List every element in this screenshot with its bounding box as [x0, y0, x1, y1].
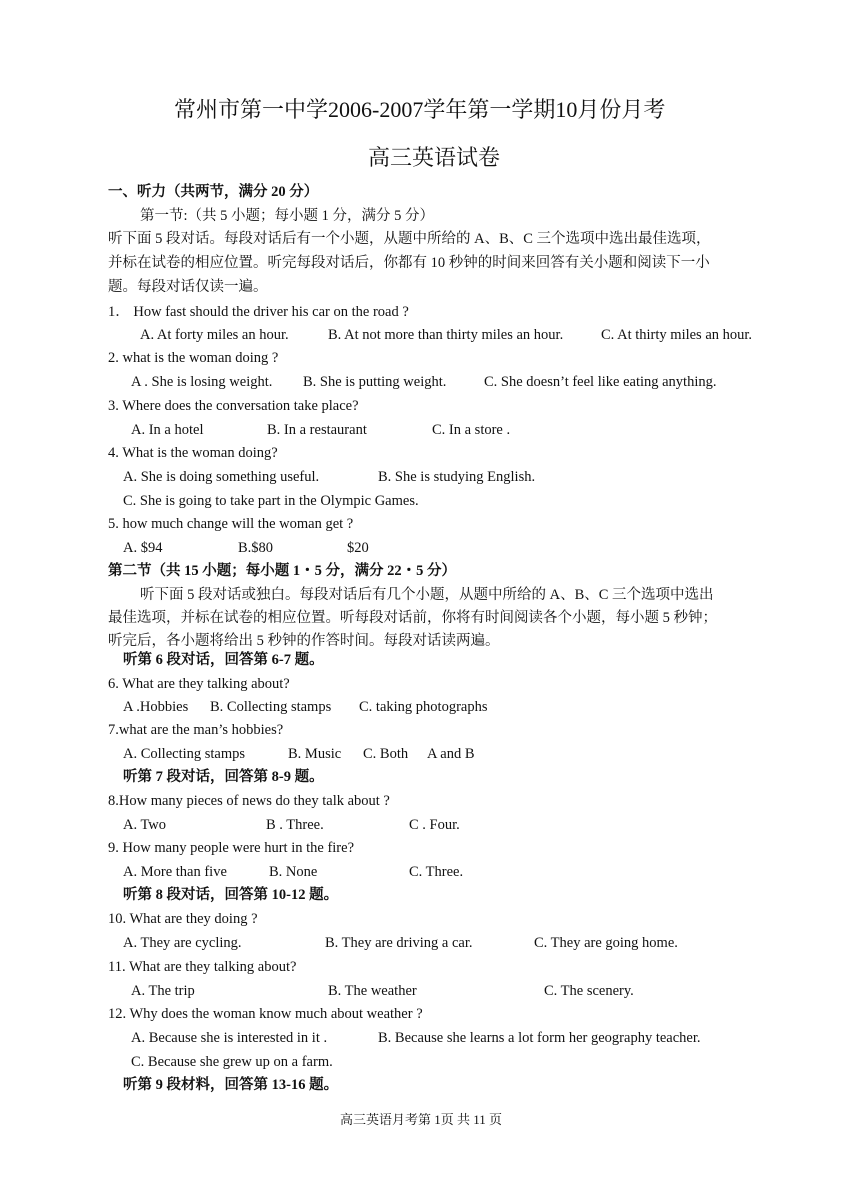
q1-option-c: C. At thirty miles an hour.: [601, 327, 753, 343]
question-3: 3. Where does the conversation take place?: [108, 398, 359, 414]
q9-option-a: A. More than five: [123, 864, 227, 880]
q11-option-b: B. The weather: [328, 983, 417, 999]
text-7-heading: 听第 7 段对话，回答第 8-9 题。: [123, 769, 324, 785]
q5-option-a: A. $94: [123, 540, 163, 556]
q4-option-b: B. She is studying English.: [378, 469, 536, 485]
q10-option-b: B. They are driving a car.: [325, 935, 473, 951]
q9-option-b: B. None: [269, 864, 318, 880]
question-9: 9. How many people were hurt in the fire?: [108, 840, 355, 856]
text-8-heading: 听第 8 段对话，回答第 10-12 题。: [123, 887, 339, 903]
q6-option-c: C. taking photographs: [359, 699, 488, 715]
part2-instructions-line2: 最佳选项，并标在试卷的相应位置。听每段对话前，你将有时间阅读各个小题，每小题 5 秒钟；: [108, 610, 717, 626]
part1-instructions-line1: 听下面 5 段对话。每段对话后有一个小题，从题中所给的 A、B、C 三个选项中选出最佳选项，: [108, 231, 711, 247]
q5-option-c: $20: [347, 540, 369, 556]
q7-option-c-cont: A and B: [427, 746, 475, 762]
q3-option-c: C. In a store .: [432, 422, 511, 438]
q7-option-a: A. Collecting stamps: [123, 746, 246, 762]
question-6: 6. What are they talking about?: [108, 676, 290, 692]
q12-option-b: B. Because she learns a lot form her geography teacher.: [378, 1030, 701, 1046]
question-7: 7.what are the man’s hobbies?: [108, 722, 284, 738]
q2-option-a: A . She is losing weight.: [131, 374, 273, 390]
q1-option-a: A. At forty miles an hour.: [140, 327, 289, 343]
question-8: 8.How many pieces of news do they talk about ?: [108, 793, 390, 809]
question-1: 1． How fast should the driver his car on the road ?: [108, 304, 409, 320]
q3-option-b: B. In a restaurant: [267, 422, 367, 438]
question-11: 11. What are they talking about?: [108, 959, 297, 975]
q6-option-b: B. Collecting stamps: [210, 699, 332, 715]
page-subtitle: 高三英语试卷: [368, 145, 501, 170]
q6-option-a: A .Hobbies: [123, 699, 189, 715]
q4-option-c: C. She is going to take part in the Olympic Games.: [123, 493, 419, 509]
q8-option-c: C . Four.: [409, 817, 460, 833]
q7-option-c: C. Both: [363, 746, 409, 762]
q10-option-a: A. They are cycling.: [123, 935, 242, 951]
q8-option-b: B . Three.: [266, 817, 324, 833]
q4-option-a: A. She is doing something useful.: [123, 469, 320, 485]
page-title: 常州市第一中学2006-2007学年第一学期10月份月考: [174, 97, 666, 122]
q12-option-a: A. Because she is interested in it .: [131, 1030, 328, 1046]
q12-option-c: C. Because she grew up on a farm.: [131, 1054, 333, 1070]
q2-option-b: B. She is putting weight.: [303, 374, 447, 390]
section1-heading: 一、听力（共两节，满分 20 分）: [108, 184, 319, 200]
q5-option-b: B.$80: [238, 540, 274, 556]
page-footer: 高三英语月考第 1页 共 11 页: [340, 1112, 503, 1127]
text-6-heading: 听第 6 段对话，回答第 6-7 题。: [123, 652, 324, 668]
q3-option-a: A. In a hotel: [131, 422, 204, 438]
part1-instructions-line3: 题。每段对话仅读一遍。: [108, 279, 268, 295]
q7-option-b: B. Music: [288, 746, 342, 762]
q11-option-c: C. The scenery.: [544, 983, 634, 999]
q1-option-b: B. At not more than thirty miles an hour.: [328, 327, 564, 343]
question-2: 2. what is the woman doing ?: [108, 350, 279, 366]
section2-heading: 第二节（共 15 小题；每小题 1・5 分，满分 22・5 分）: [108, 563, 456, 579]
question-4: 4. What is the woman doing?: [108, 445, 278, 461]
q11-option-a: A. The trip: [131, 983, 195, 999]
q8-option-a: A. Two: [123, 817, 167, 833]
q9-option-c: C. Three.: [409, 864, 464, 880]
part2-instructions-line1: 听下面 5 段对话或独白。每段对话后有几个小题，从题中所给的 A、B、C 三个选项中选出: [140, 587, 714, 603]
part2-instructions-line3: 听完后，各小题将给出 5 秒钟的作答时间。每段对话读两遍。: [108, 633, 500, 649]
part1-heading: 第一节:（共 5 小题；每小题 1 分，满分 5 分）: [140, 208, 435, 224]
part1-instructions-line2: 并标在试卷的相应位置。听完每段对话后，你都有 10 秒钟的时间来回答有关小题和阅读下一小: [108, 255, 710, 271]
question-12: 12. Why does the woman know much about weather ?: [108, 1006, 423, 1022]
text-9-heading: 听第 9 段材料，回答第 13-16 题。: [123, 1077, 339, 1093]
question-10: 10. What are they doing ?: [108, 911, 258, 927]
q2-option-c: C. She doesn’t feel like eating anything.: [484, 374, 717, 390]
question-5: 5. how much change will the woman get ?: [108, 516, 354, 532]
q10-option-c: C. They are going home.: [534, 935, 678, 951]
